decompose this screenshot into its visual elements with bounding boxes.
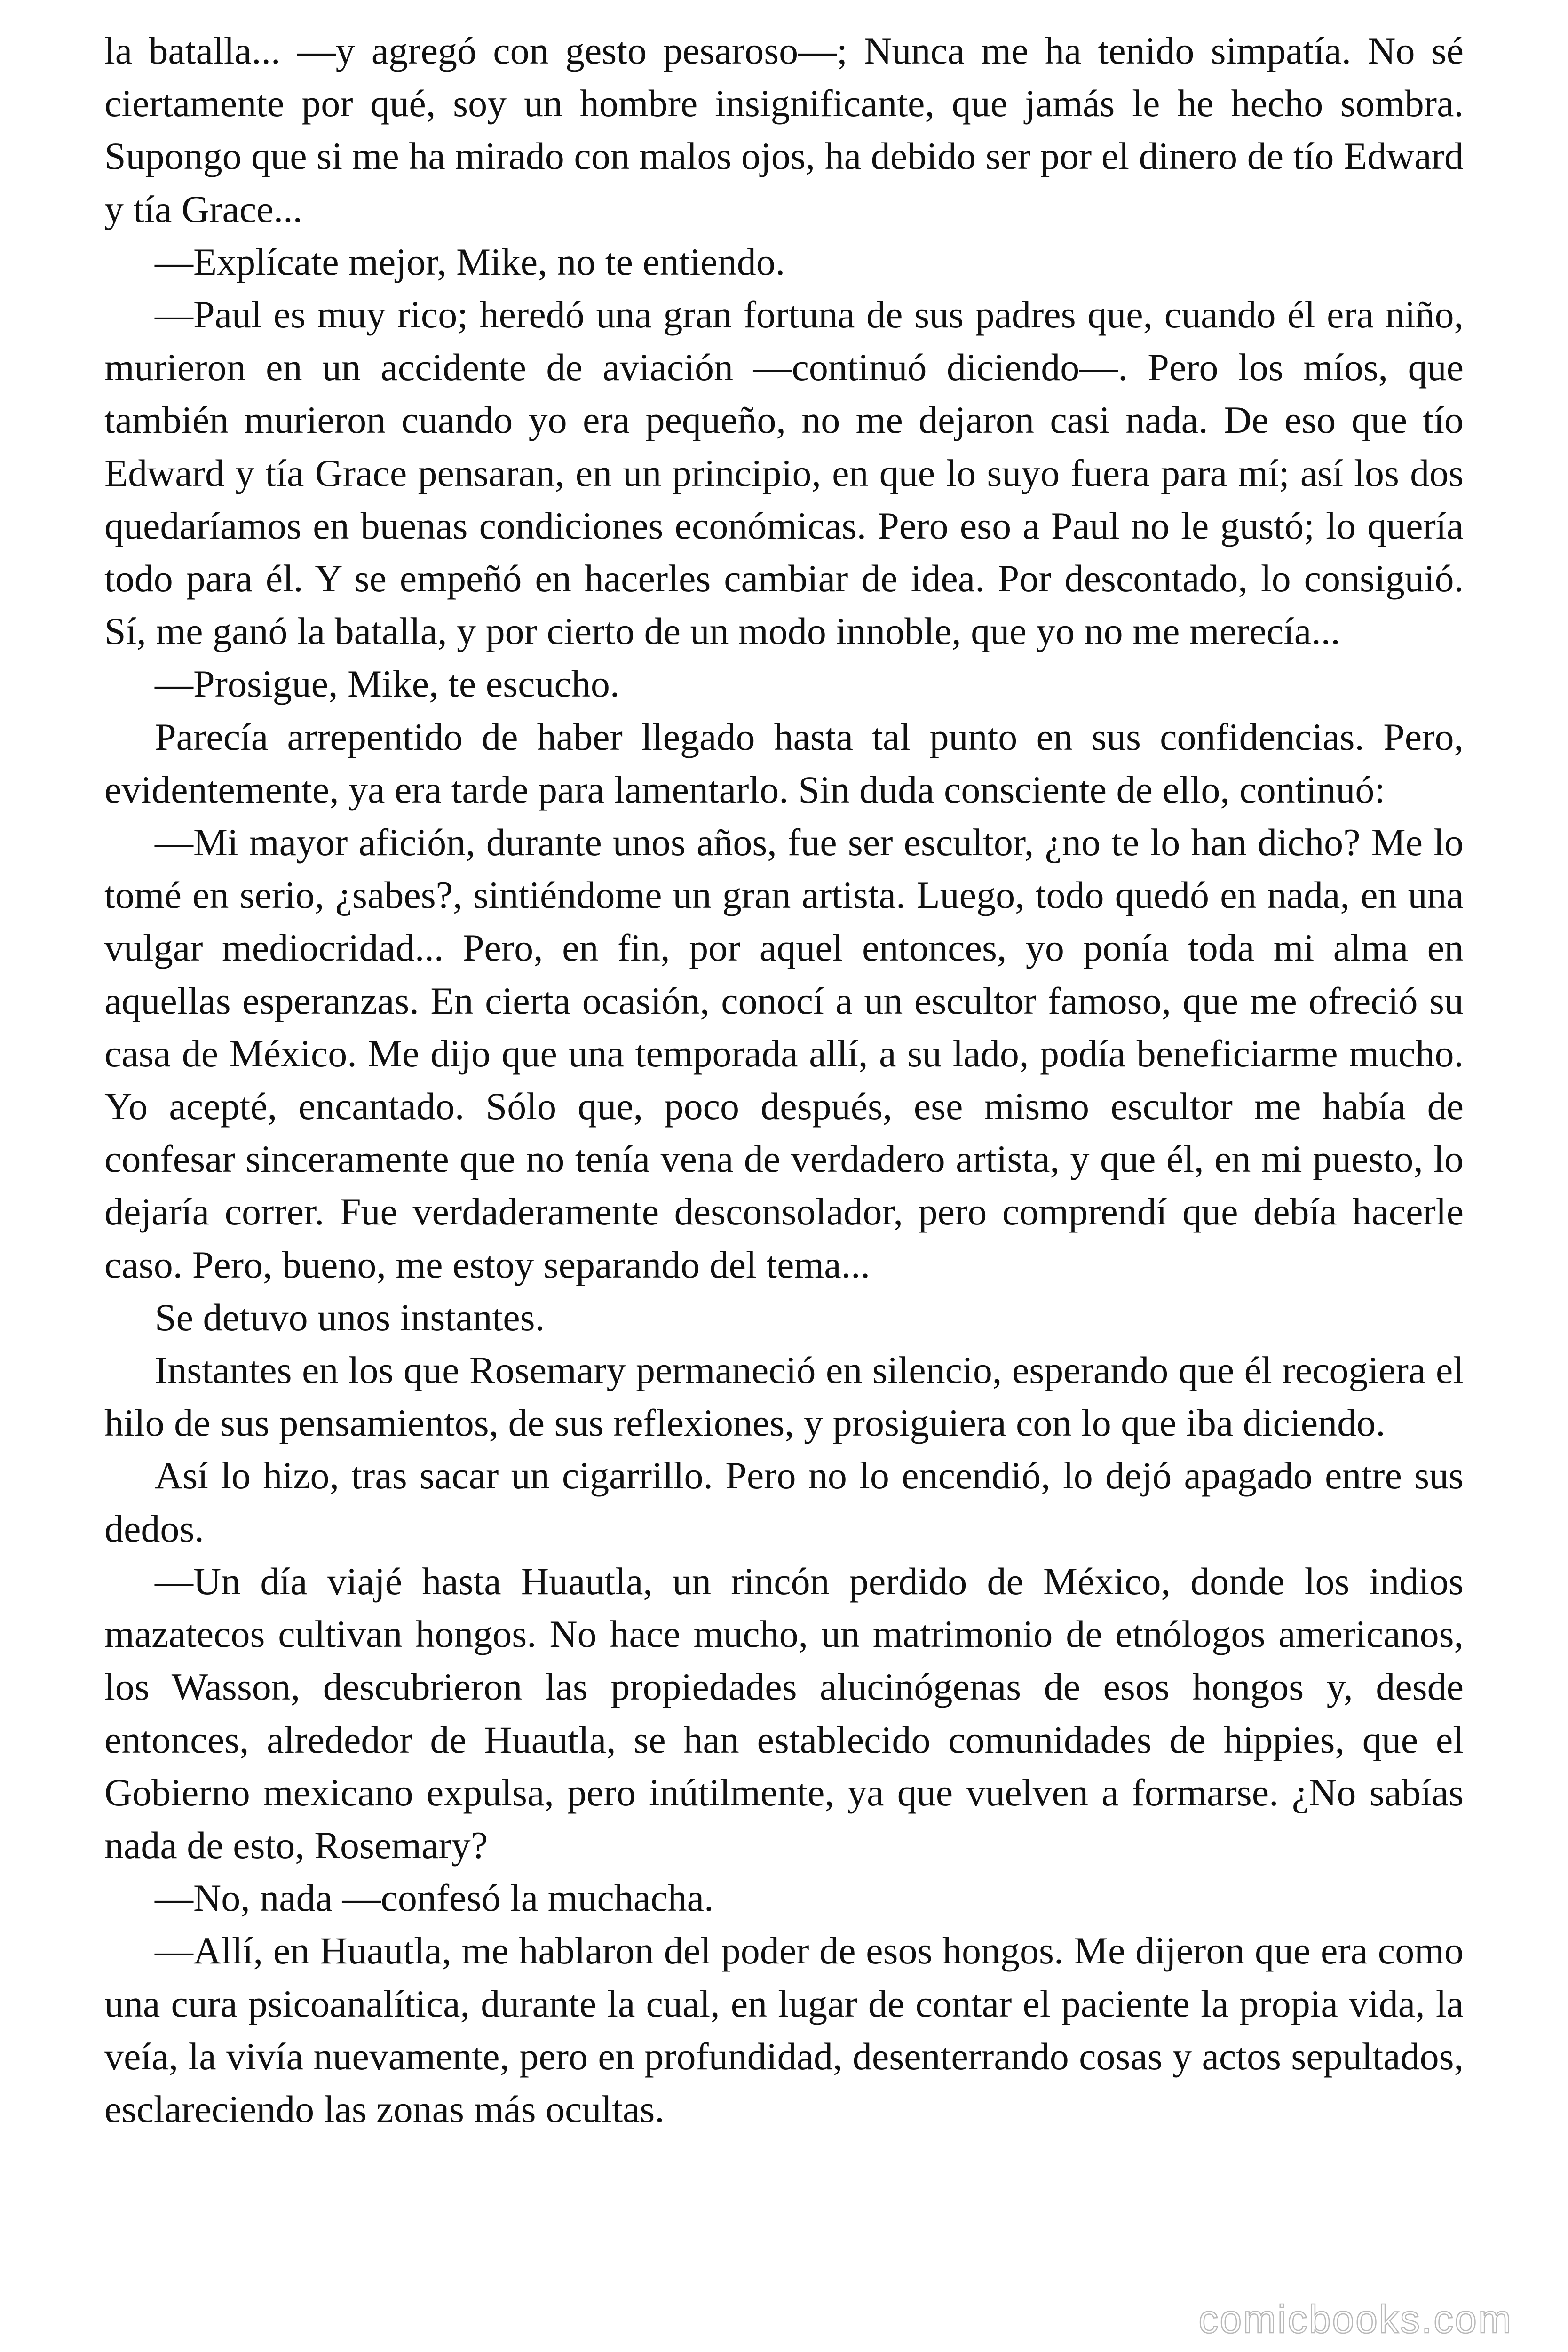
paragraph-dialogue: —Un día viajé hasta Huautla, un rincón perdido de México, donde los indios mazatecos cultivan hongos. No hace mucho, un matrimonio de etnólogos americanos, los Wasson, descubrieron las propiedades alucinógenas de esos hongos y, desde entonces, alrededor de Huautla, se han establecido comunidades de hippies, que el Gobierno mexicano expulsa, pero inútilmente, ya que vuelven a formarse. ¿No sabías nada de esto, Rosemary? bbox=[104, 1559, 1464, 1867]
paragraph-dialogue: —Explícate mejor, Mike, no te entiendo. bbox=[155, 240, 785, 283]
paragraph-narration: Instantes en los que Rosemary permaneció en silencio, esperando que él recogiera el hilo de sus pensamientos, de sus reflexiones, y prosiguiera con lo que iba diciendo. bbox=[104, 1349, 1464, 1445]
paragraph-dialogue: —Allí, en Huautla, me hablaron del poder de esos hongos. Me dijeron que era como una cura psicoanalítica, durante la cual, en lugar de contar el paciente la propia vida, la veía, la vivía nuevamente, pero en profundidad, desenterrando cosas y actos sepultados, esclareciendo las zonas más ocultas. bbox=[104, 1929, 1464, 2130]
paragraph-dialogue: —Prosigue, Mike, te escucho. bbox=[155, 662, 620, 706]
paragraph-narration: Parecía arrepentido de haber llegado hasta tal punto en sus confidencias. Pero, evidentemente, ya era tarde para lamentarlo. Sin duda consciente de ello, continuó: bbox=[104, 715, 1464, 811]
paragraph-narration: Se detuvo unos instantes. bbox=[155, 1295, 545, 1339]
page-text-body bbox=[104, 24, 1464, 2311]
paragraph-dialogue: —Paul es muy rico; heredó una gran fortuna de sus padres que, cuando él era niño, murieron en un accidente de aviación —continuó diciendo—. Pero los míos, que también murieron cuando yo era pequeño, no me dejaron casi nada. De eso que tío Edward y tía Grace pensaran, en un principio, en que lo suyo fuera para mí; así los dos quedaríamos en buenas condiciones económicas. Pero eso a Paul no le gustó; lo quería todo para él. Y se empeñó en hacerles cambiar de idea. Por descontado, lo consiguió. Sí, me ganó la batalla, y por cierto de un modo innoble, que yo no me merecía... bbox=[104, 293, 1464, 653]
paragraph-dialogue: —Mi mayor afición, durante unos años, fue ser escultor, ¿no te lo han dicho? Me lo tomé en serio, ¿sabes?, sintiéndome un gran artista. Luego, todo quedó en nada, en una vulgar mediocridad... Pero, en fin, por aquel entonces, yo ponía toda mi alma en aquellas esperanzas. En cierta ocasión, conocí a un escultor famoso, que me ofreció su casa de México. Me dijo que una temporada allí, a su lado, podía beneficiarme mucho. Yo acepté, encantado. Sólo que, poco después, ese mismo escultor me había de confesar sinceramente que no tenía vena de verdadero artista, y que él, en mi puesto, lo dejaría correr. Fue verdaderamente desconsolador, pero comprendí que debía hacerle caso. Pero, bueno, me estoy separando del tema... bbox=[104, 821, 1464, 1286]
paragraph-dialogue: —No, nada —confesó la muchacha. bbox=[155, 1876, 714, 1920]
paragraph-narration: Así lo hizo, tras sacar un cigarrillo. Pero no lo encendió, lo dejó apagado entre sus dedos. bbox=[104, 1454, 1464, 1550]
paragraph-continuation: la batalla... —y agregó con gesto pesaroso—; Nunca me ha tenido simpatía. No sé ciertamente por qué, soy un hombre insignificante, que jamás le he hecho sombra. Supongo que si me ha mirado con malos ojos, ha debido ser por el dinero de tío Edward y tía Grace... bbox=[104, 29, 1464, 230]
watermark: comicbooks.com bbox=[1198, 2297, 1513, 2341]
